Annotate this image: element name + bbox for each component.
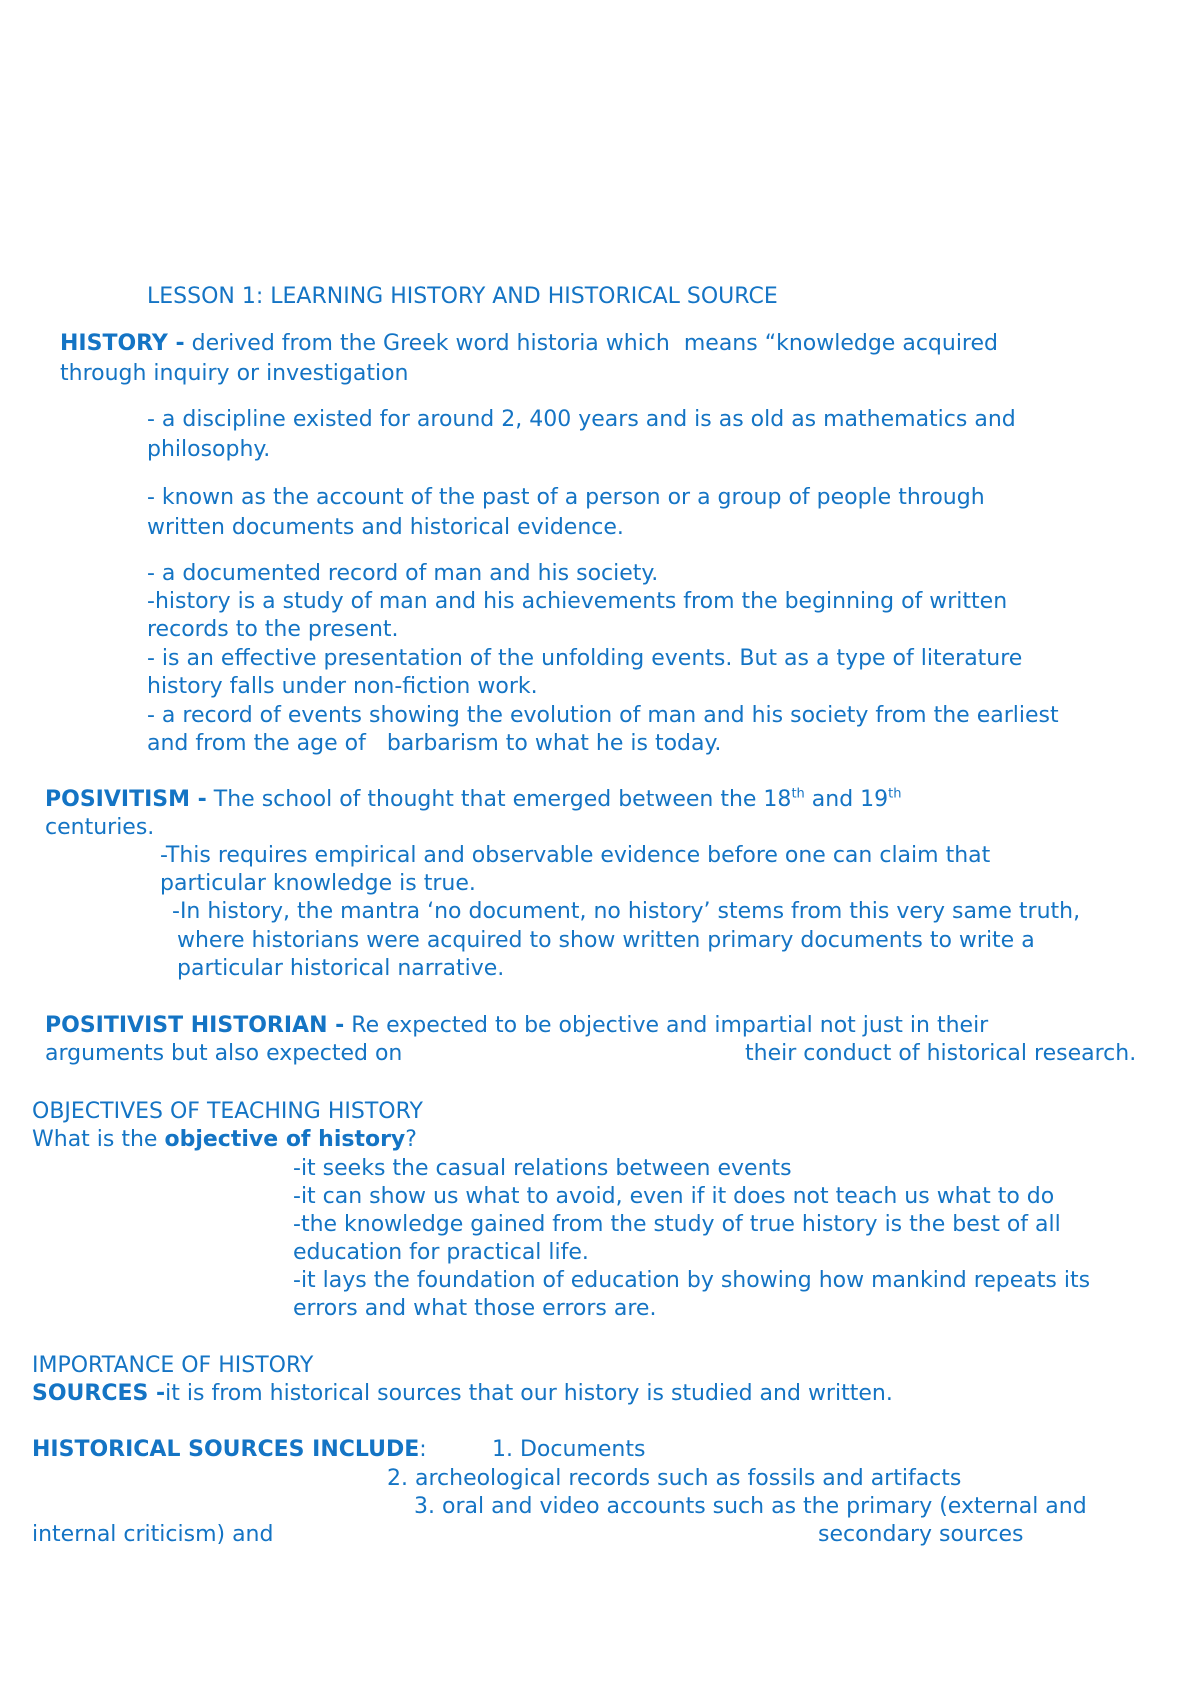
history-bullet: and from the age of barbarism to what he is today. bbox=[147, 731, 722, 756]
objective-of-history-emphasis: objective of history bbox=[164, 1127, 406, 1152]
history-bullet: - a documented record of man and his society. bbox=[147, 561, 659, 586]
objectives-question: What is the objective of history? bbox=[32, 1127, 417, 1152]
positivism-bullet: particular historical narrative. bbox=[177, 956, 505, 981]
lesson-title: LESSON 1: LEARNING HISTORY AND HISTORICAL SOURCE bbox=[147, 284, 778, 309]
historical-source-item-continued: secondary sources bbox=[818, 1522, 1024, 1547]
positivism-bullet: where historians were acquired to show written primary documents to write a bbox=[177, 928, 1035, 953]
objectives-heading: OBJECTIVES OF TEACHING HISTORY bbox=[32, 1099, 423, 1124]
historical-source-item: 2. archeological records such as fossils and artifacts bbox=[387, 1466, 962, 1491]
history-term: HISTORY - bbox=[60, 331, 185, 356]
positivist-historian-term: POSITIVIST HISTORIAN - bbox=[45, 1013, 345, 1038]
positivism-bullet: -In history, the mantra ‘no document, no history’ stems from this very same truth, bbox=[172, 899, 1081, 924]
objective-item: -it lays the foundation of education by showing how mankind repeats its bbox=[293, 1268, 1091, 1293]
sources-definition: SOURCES -it is from historical sources that our history is studied and written. bbox=[32, 1381, 893, 1406]
importance-heading: IMPORTANCE OF HISTORY bbox=[32, 1353, 314, 1378]
history-bullet: philosophy. bbox=[147, 437, 271, 462]
historical-source-item: 1. Documents bbox=[492, 1437, 646, 1462]
historical-source-item: 3. oral and video accounts such as the primary (external and bbox=[414, 1494, 1087, 1519]
history-bullet: history falls under non-fiction work. bbox=[147, 674, 538, 699]
sources-term: SOURCES - bbox=[32, 1381, 166, 1406]
positivist-historian-line-1: POSITIVIST HISTORIAN - Re expected to be objective and impartial not just in their bbox=[45, 1013, 989, 1038]
historical-source-item-continued: internal criticism) and bbox=[32, 1522, 274, 1547]
historical-sources-term: HISTORICAL SOURCES INCLUDE bbox=[32, 1437, 420, 1462]
objective-item: -the knowledge gained from the study of true history is the best of all bbox=[293, 1212, 1061, 1237]
positivist-historian-line-2b: their conduct of historical research. bbox=[745, 1041, 1137, 1066]
positivism-definition-line-2: centuries. bbox=[45, 815, 155, 840]
history-bullet: - a record of events showing the evolution of man and his society from the earliest bbox=[147, 703, 1059, 728]
history-bullet: - a discipline existed for around 2, 400 years and is as old as mathematics and bbox=[147, 407, 1016, 432]
objective-item: -it can show us what to avoid, even if it does not teach us what to do bbox=[293, 1184, 1055, 1209]
history-bullet: records to the present. bbox=[147, 617, 399, 642]
history-definition-line-2: through inquiry or investigation bbox=[60, 361, 409, 386]
history-bullet: written documents and historical evidence. bbox=[147, 515, 624, 540]
history-bullet: - is an effective presentation of the unfolding events. But as a type of literature bbox=[147, 646, 1023, 671]
positivism-term: POSIVITISM - bbox=[45, 787, 207, 812]
historical-sources-line-1: HISTORICAL SOURCES INCLUDE: bbox=[32, 1437, 427, 1462]
objective-item: -it seeks the casual relations between events bbox=[293, 1156, 792, 1181]
positivist-historian-line-2a: arguments but also expected on bbox=[45, 1041, 403, 1066]
objective-item: errors and what those errors are. bbox=[293, 1296, 657, 1321]
positivism-bullet: particular knowledge is true. bbox=[160, 871, 476, 896]
history-definition-line-1: HISTORY - derived from the Greek word historia which means “knowledge acquired bbox=[60, 331, 998, 356]
positivism-bullet: -This requires empirical and observable evidence before one can claim that bbox=[160, 843, 991, 868]
objective-item: education for practical life. bbox=[293, 1240, 589, 1265]
history-bullet: -history is a study of man and his achievements from the beginning of written bbox=[147, 589, 1008, 614]
positivism-definition-line-1: POSIVITISM - The school of thought that emerged between the 18th and 19th bbox=[45, 786, 902, 812]
history-bullet: - known as the account of the past of a person or a group of people through bbox=[147, 485, 985, 510]
